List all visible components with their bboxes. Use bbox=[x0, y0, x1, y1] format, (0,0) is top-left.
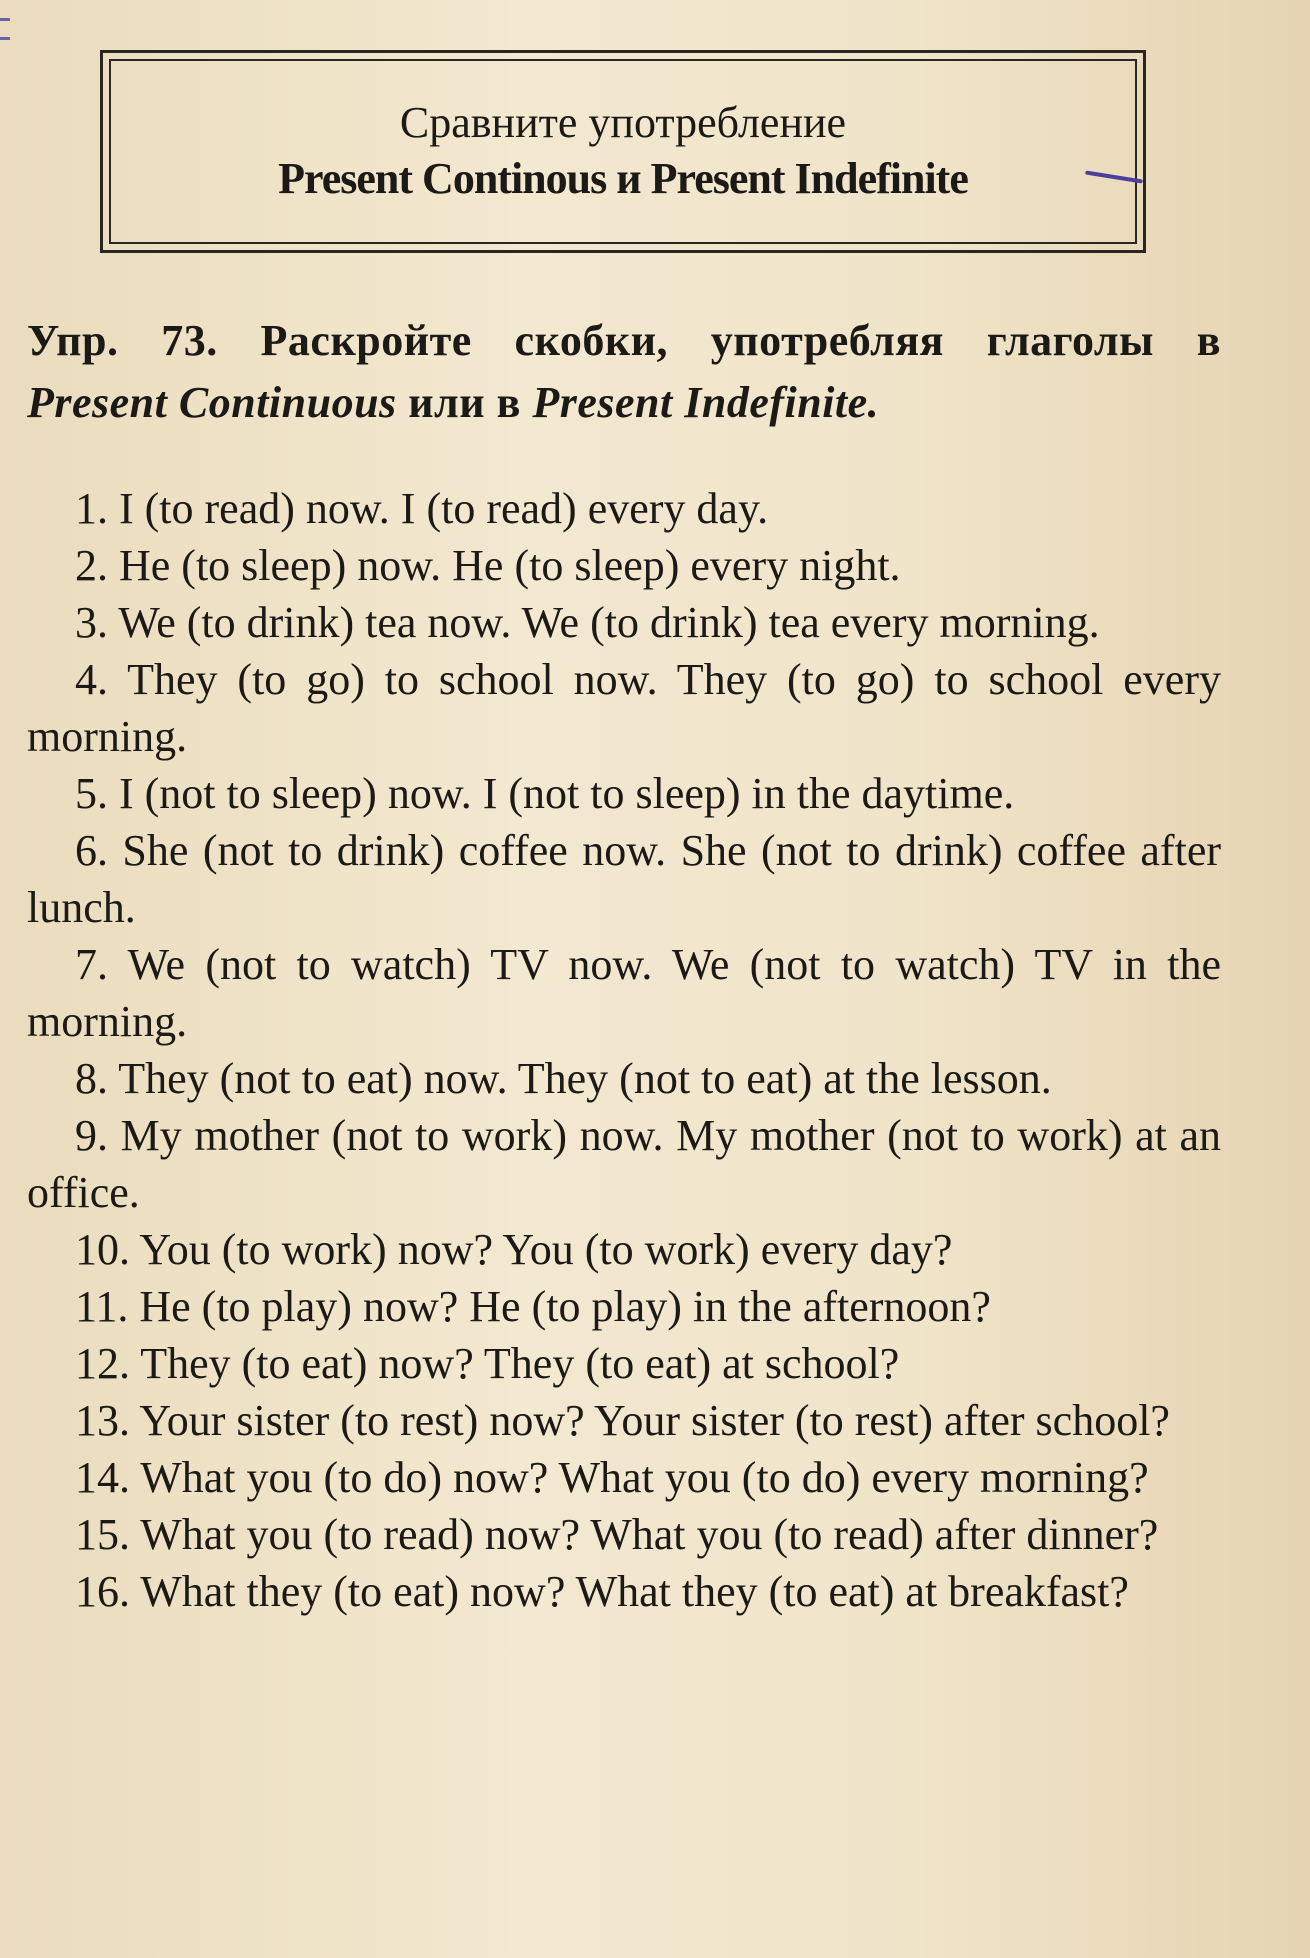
tense-present-continuous: Present Continuous bbox=[27, 378, 397, 427]
exercise-item: 5. I (not to sleep) now. I (not to sleep) in the daytime. bbox=[75, 769, 1015, 818]
rule-box-subtitle: Present Continous и Present Indefinite bbox=[278, 154, 968, 203]
tense-present-indefinite: Present Indefinite. bbox=[532, 378, 880, 427]
rule-box-inner-border bbox=[109, 59, 1137, 244]
exercise-items bbox=[27, 480, 1221, 1620]
exercise-connector: или в bbox=[408, 378, 521, 427]
exercise-item: 14. What you (to do) now? What you (to do) every morning? bbox=[75, 1453, 1149, 1502]
exercise-item: 7. We (not to watch) TV now. We (not to watch) TV in the morning. bbox=[27, 940, 1221, 1046]
exercise-item: 4. They (to go) to school now. They (to go) to school every morning. bbox=[27, 655, 1221, 761]
exercise-item: 8. They (not to eat) now. They (not to eat) at the lesson. bbox=[75, 1054, 1052, 1103]
exercise-heading bbox=[27, 310, 1221, 434]
exercise-item: 10. You (to work) now? You (to work) every day? bbox=[75, 1225, 953, 1274]
exercise-label: Упр. 73. bbox=[27, 316, 218, 365]
exercise-item: 2. He (to sleep) now. He (to sleep) every night. bbox=[75, 541, 901, 590]
exercise-heading-line1 bbox=[27, 310, 1221, 372]
rule-box-title: Сравните употребление bbox=[399, 98, 847, 147]
exercise-item: 13. Your sister (to rest) now? Your sister (to rest) after school? bbox=[75, 1396, 1170, 1445]
exercise-item: 15. What you (to read) now? What you (to read) after dinner? bbox=[75, 1510, 1159, 1559]
exercise-item: 6. She (not to drink) coffee now. She (not to drink) coffee after lunch. bbox=[27, 826, 1221, 932]
exercise-item: 1. I (to read) now. I (to read) every day. bbox=[75, 484, 769, 533]
exercise-item: 3. We (to drink) tea now. We (to drink) tea every morning. bbox=[75, 598, 1100, 647]
exercise-item: 12. They (to eat) now? They (to eat) at school? bbox=[75, 1339, 900, 1388]
exercise-item: 16. What they (to eat) now? What they (to eat) at breakfast? bbox=[75, 1567, 1129, 1616]
rule-box bbox=[100, 50, 1146, 253]
exercise-item: 9. My mother (not to work) now. My mother (not to work) at an office. bbox=[27, 1111, 1221, 1217]
pen-edge-mark bbox=[0, 18, 10, 40]
exercise-item: 11. He (to play) now? He (to play) in the afternoon? bbox=[75, 1282, 991, 1331]
exercise-heading-line2 bbox=[27, 372, 1221, 434]
exercise-instruction: Раскройте скобки, употребляя глаголы в bbox=[260, 316, 1221, 365]
